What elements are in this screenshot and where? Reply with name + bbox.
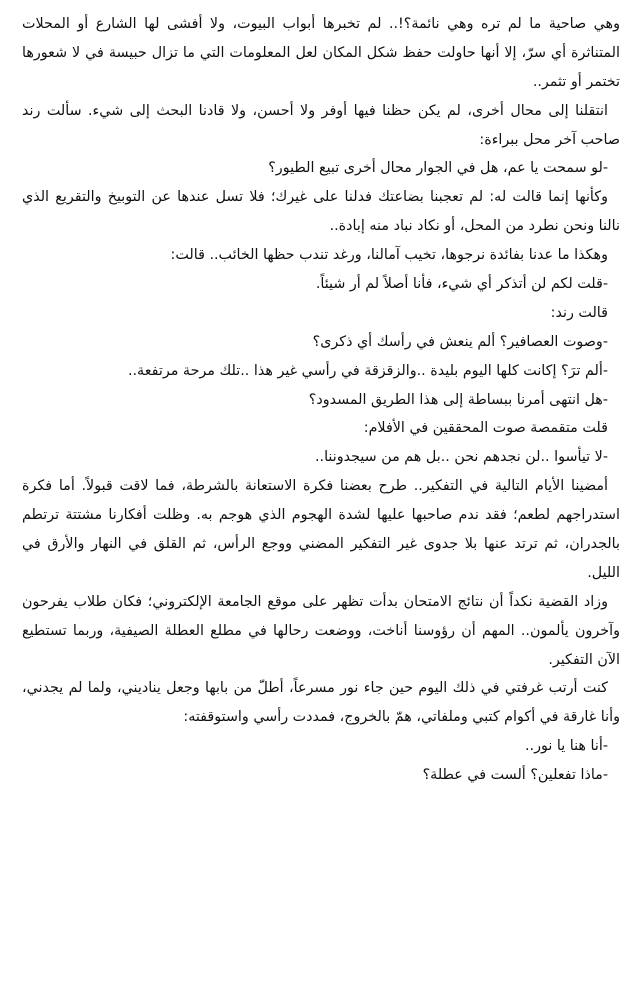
text-line: -لو سمحت يا عم، هل في الجوار محال أخرى تبيع الطيور؟ — [268, 160, 608, 177]
text-line: وهكذا ما عدنا بفائدة نرجوها، تخيب آمالنا، ورغد تندب حظها الخائب.. قالت: — [170, 247, 608, 264]
text-line: -لا تيأسوا ..لن نجدهم نحن ..بل هم من سيجدوننا.. — [314, 449, 608, 466]
text-line: الآن التفكير. — [548, 651, 620, 668]
text-line: انتقلنا إلى محال أخرى، لم يكن حظنا فيها أوفر ولا أحسن، ولا قادنا البحث إلى شيء. سألت رند — [22, 102, 608, 119]
text-line: الليل. — [587, 564, 620, 581]
text-line: وأنا غارقة في أكوام كتبي وملفاتي، همّ بالخروج، فمددت رأسي واستوقفته: — [183, 709, 620, 726]
text-line: -ألم ترَ؟ إكانت كلها اليوم بليدة ..والزقزقة في رأسي غير هذا ..تلك مرحة مرتفعة.. — [127, 362, 608, 379]
text-line: قلت متقمصة صوت المحققين في الأفلام: — [363, 420, 608, 437]
text-line: -قلت لكم لن أتذكر أي شيء، فأنا أصلاً لم أر شيئاً. — [315, 276, 608, 293]
text-line: بالجدران، ثم ترتد عنها بلا جدوى غير التفكير المضني ووجع الرأس، ثم القلق في النهار والأرق في — [22, 536, 620, 553]
text-line: صاحب آخر محل ببراءة: — [479, 131, 620, 148]
text-line: أمضينا الأيام التالية في التفكير.. طرح بعضنا فكرة الاستعانة بالشرطة، فما لاقت قبولاً. أما فكرة — [22, 478, 608, 495]
text-line: -وصوت العصافير؟ ألم ينعش في رأسك أي ذكرى؟ — [312, 333, 608, 350]
text-line: وكأنها إنما قالت له: لم تعجبنا بضاعتك فدلنا على غيرك؛ فلا تسل عندها عن التوبيخ والتقريع الذي — [22, 189, 608, 206]
text-line: وآخرون يألمون.. المهم أن رؤوسنا أناخت، ووضعت رحالها في مطلع العطلة الصيفية، وربما تستطيع — [22, 622, 620, 639]
text-line: وهي صاحية ما لم تره وهي نائمة؟!.. لم تخبرها أبواب البيوت، ولا أفشى لها الشارع أو المحلات — [22, 16, 620, 32]
text-line: كنت أرتب غرفتي في ذلك اليوم حين جاء نور مسرعاً، أطلّ من بابها وجعل يناديني، ولما لم يجدني، — [22, 680, 608, 697]
text-line: استدراجهم لطعم؛ فقد ندم صاحبها عليها لشدة الهجوم الذي هوجم به. وظلت أفكارنا مشتتة ترتطم — [22, 507, 620, 524]
text-line: -أنا هنا يا نور.. — [524, 738, 608, 755]
text-line: -ماذا تفعلين؟ ألست في عطلة؟ — [422, 767, 608, 784]
text-line: وزاد القضية نكداً أن نتائج الامتحان بدأت تظهر على موقع الجامعة الإلكتروني؛ فكان طلاب يفرحون — [22, 593, 608, 610]
text-line: المتناثرة أي سرّ، إلا أنها حاولت حفظ شكل المكان لعل المعلومات التي ما تزال حبيسة في لا شعورها — [22, 44, 620, 61]
text-line: قالت رند: — [550, 304, 608, 321]
text-line: -هل انتهى أمرنا ببساطة إلى هذا الطريق المسدود؟ — [308, 391, 608, 408]
text-line: نالنا ونحن نطرد من المحل، أو نكاد نباد منه إبادة.. — [329, 218, 620, 235]
text-line: تختمر أو تثمر.. — [532, 73, 620, 90]
